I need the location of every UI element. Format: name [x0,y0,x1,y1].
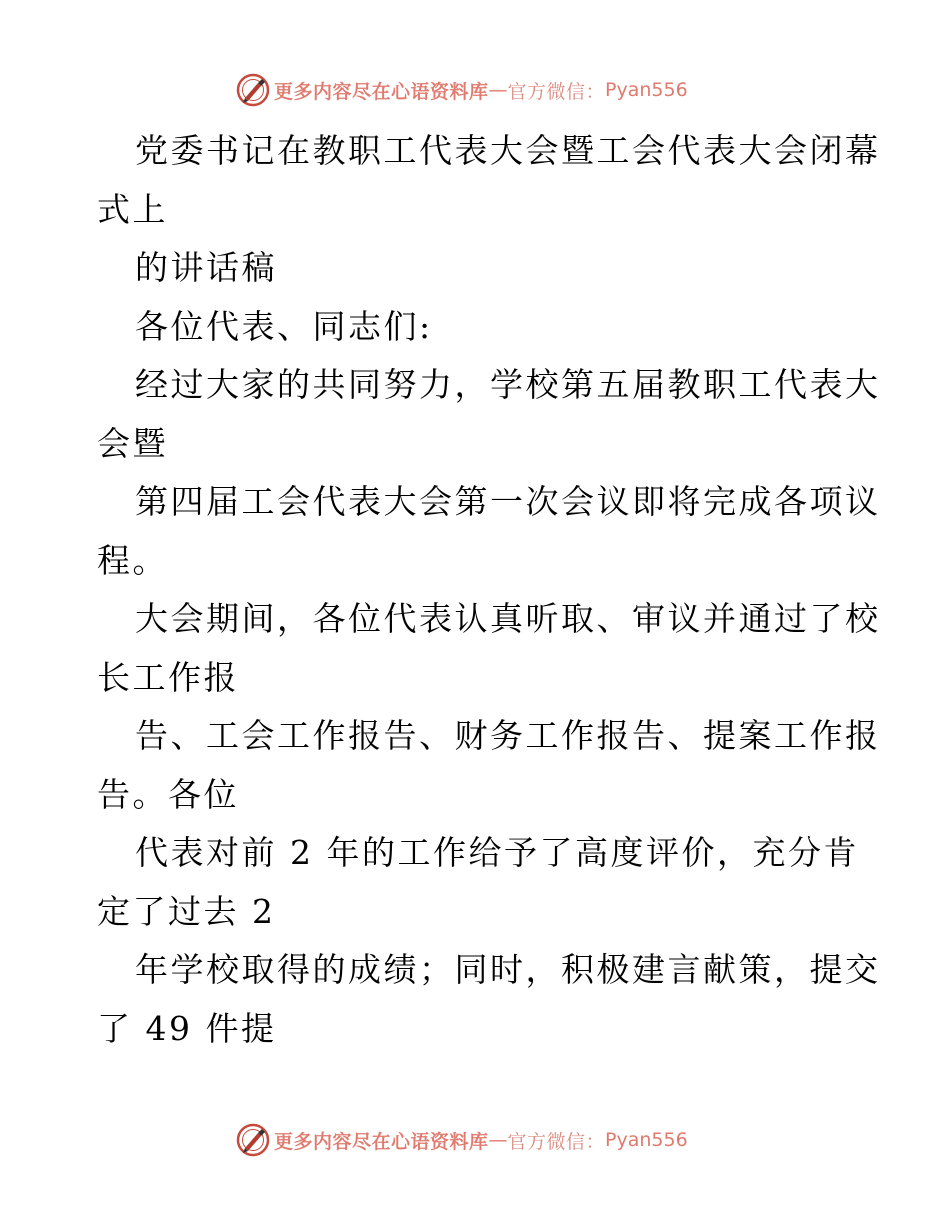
text-line: 程。 [97,540,168,580]
text-line: 大会期间，各位代表认真听取、审议并通过了校 [135,599,881,638]
banner-main-text: 更多内容尽在心语资料库 [274,1130,489,1153]
text-line: 告。各位 [97,774,239,814]
banner-wechat-label: 官方微信： [507,80,606,103]
banner-main-text: 更多内容尽在心语资料库 [274,80,489,103]
footer-watermark-banner [236,1122,688,1158]
banner-wechat-id: Pyan556 [605,1129,688,1151]
banner-wechat-label: 官方微信： [507,1130,606,1153]
text-line: 代表对前 2 年的工作给予了高度评价，充分肯 [135,833,859,872]
header-watermark-banner [236,72,688,108]
red-seal-pen-icon [236,73,270,107]
text-line: 第四届工会代表大会第一次会议即将完成各项议 [135,482,881,521]
text-line: 党委书记在教职工代表大会暨工会代表大会闭幕 [135,131,881,170]
banner-dash: — [488,79,508,101]
text-line: 会暨 [97,423,168,463]
text-line: 各位代表、同志们: [135,306,433,346]
text-line: 的讲话稿 [135,248,277,287]
text-line: 式上 [97,189,168,229]
red-seal-pen-icon [236,1123,270,1157]
text-line: 告、工会工作报告、财务工作报告、提案工作报 [135,716,881,755]
text-line: 定了过去 2 [97,891,276,931]
banner-dash: — [488,1129,508,1151]
text-line: 经过大家的共同努力，学校第五届教职工代表大 [135,365,881,404]
document-body [97,122,881,1058]
banner-wechat-id: Pyan556 [605,79,688,101]
text-line: 年学校取得的成绩；同时，积极建言献策，提交 [135,950,881,989]
text-line: 了 49 件提 [97,1008,277,1048]
text-line: 长工作报 [97,657,239,697]
